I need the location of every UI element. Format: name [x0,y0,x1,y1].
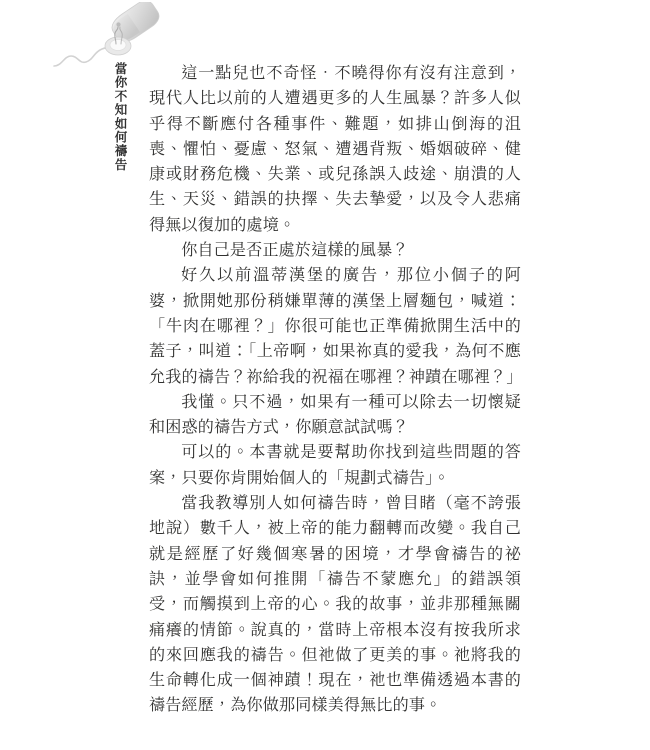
paragraph: 這一點兒也不奇怪．不曉得你有沒有注意到，現代人比以前的人遭遇更多的人生風暴？許多人似乎得不斷應付各種事件、難題，如排山倒海的沮喪、懼怕、憂慮、怒氣、遭遇背叛、婚姻破碎、健康或財務危機、失業、或兒孫誤入歧途、崩潰的人生、天災、錯誤的抉擇、失去摯愛，以及令人悲痛得無以復加的處境。 [149,63,521,234]
paragraph: 你自己是否正處於這樣的風暴？ [181,240,409,260]
handset-detail-motif [115,22,123,44]
handset-body [108,2,163,46]
running-head-title: 當你不知如何禱告 [113,62,128,172]
paragraph: 可以的。本書就是要幫助你找到這些問題的答案，只要你肯開始個人的「規劃式禱告」。 [149,442,521,487]
handset-mouthpiece [105,37,131,55]
paragraph: 好久以前溫蒂漢堡的廣告，那位小個子的阿婆，掀開她那份稍嫌單薄的漢堡上層麵包，喊道：「牛肉在哪裡？」你很可能也正準備掀開生活中的蓋子，叫道：「上帝啊，如果祢真的愛我，為何不應允我的禱告？祢給我的祝福在哪裡？神蹟在哪裡？」 [149,265,523,386]
paragraph: 當我教導別人如何禱告時，曾目睹（毫不誇張地說）數千人，被上帝的能力翻轉而改變。我自己就是經歷了好幾個寒暑的困境，才學會禱告的祕訣，並學會如何推開「禱告不蒙應允」的錯誤領受，而觸摸到上帝的心。我的故事，並非那種無關痛癢的情節。說真的，當時上帝根本沒有按我所求的來回應我的禱告。但祂做了更美的事。祂將我的生命轉化成一個神蹟！現在，祂也準備透過本書的禱告經歷，為你做那同樣美得無比的事。 [149,493,521,715]
paragraph: 我懂。只不過，如果有一種可以除去一切懷疑和困惑的禱告方式，你願意試試嗎？ [149,391,521,437]
body-text-column [149,60,521,718]
